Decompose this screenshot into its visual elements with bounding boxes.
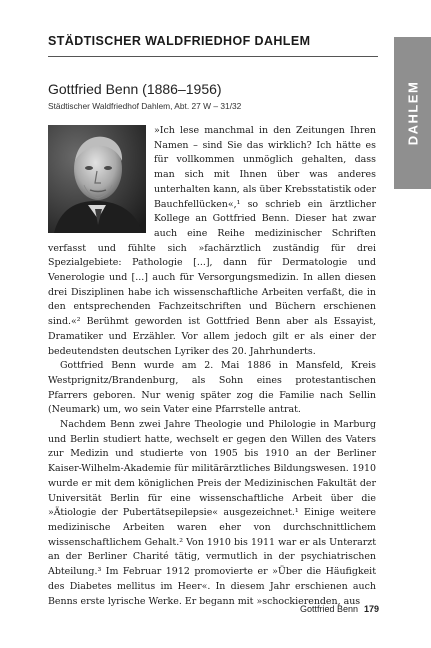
entry-location: Städtischer Waldfriedhof Dahlem, Abt. 27 W – 31/32 (48, 101, 242, 111)
side-tab-label: DAHLEM (405, 80, 420, 146)
portrait-space (48, 125, 154, 241)
entry-title: Gottfried Benn (1886–1956) (48, 81, 222, 97)
section-header: STÄDTISCHER WALDFRIEDHOF DAHLEM (48, 34, 311, 48)
header-divider (48, 56, 378, 57)
side-thumb-tab (394, 37, 431, 189)
paragraph-3: Nachdem Benn zwei Jahre Theologie und Philologie in Marburg und Berlin studiert hatte, wechselt er gegen den Willen des Vaters zur Medizin und studierte von 1905 bis 1910 an der Berliner Kaiser-Wilhelm-Akademie für militärärztliches Bildungswesen. 1910 wurde er mit dem königlichen Preis der Medizinischen Fakultät der Universität Berlin für eine wissenschaftliche Arbeit über die »Ätiologie der Pubertätsepilepsie« ausgezeichnet.¹ Einige weitere medizinische Arbeiten waren eher von durchschnittlichem wissenschaftlichem Gehalt.² Von 1910 bis 1911 war er als Unterarzt an der Berliner Charité tätig, vermutlich in der psychiatrischen Abteilung.³ Im Februar 1912 promovierte er »Über die Häufigkeit des Diabetes mellitus im Heer«. In diesem Jahr erschienen auch Benns erste lyrische Werke. Er begann mit »schockierenden, aus (48, 419, 376, 607)
page-number: 179 (364, 604, 380, 614)
article-body (48, 125, 376, 609)
paragraph-1: »Ich lese manchmal in den Zeitungen Ihren Namen – sind Sie das wirklich? Ich hätte es für vollkommen unmöglich gehalten, dass man sich mit Ihnen über was anderes unterhalten kann, als über Krebsstatistik oder Bauchfellücken«,¹ so schrieb ein ärztlicher Kollege an Gottfried Benn. Dieser hat zwar auch eine Reihe medizinischer Schriften verfasst und fühlte sich »fachärztlich zuständig für drei Spezialgebiete: Pathologie [...], dann für Dermatologie und Venerologie und [...] auch für Versorgungsmedizin. In allen diesen drei Disziplinen habe ich wissenschaftliche Arbeiten verfaßt, die in den entsprechenden Fachzeitschriften und Büchern erschienen sind.«² Berühmt geworden ist Gottfried Benn aber als Essayist, Dramatiker und Erzähler. Vor allem jedoch gilt er als einer der bedeutendsten deutschen Lyriker des 20. Jahrhunderts. (48, 125, 376, 357)
running-title: Gottfried Benn (300, 604, 359, 614)
paragraph-2: Gottfried Benn wurde am 2. Mai 1886 in Mansfeld, Kreis Westprignitz/Brandenburg, als Sohn eines protestantischen Pfarrers geboren. Nur wenig später zog die Familie nach Sellin (Neumark) um, wo sein Vater eine Pfarrstelle antrat. (48, 360, 376, 416)
page-footer (300, 604, 379, 614)
